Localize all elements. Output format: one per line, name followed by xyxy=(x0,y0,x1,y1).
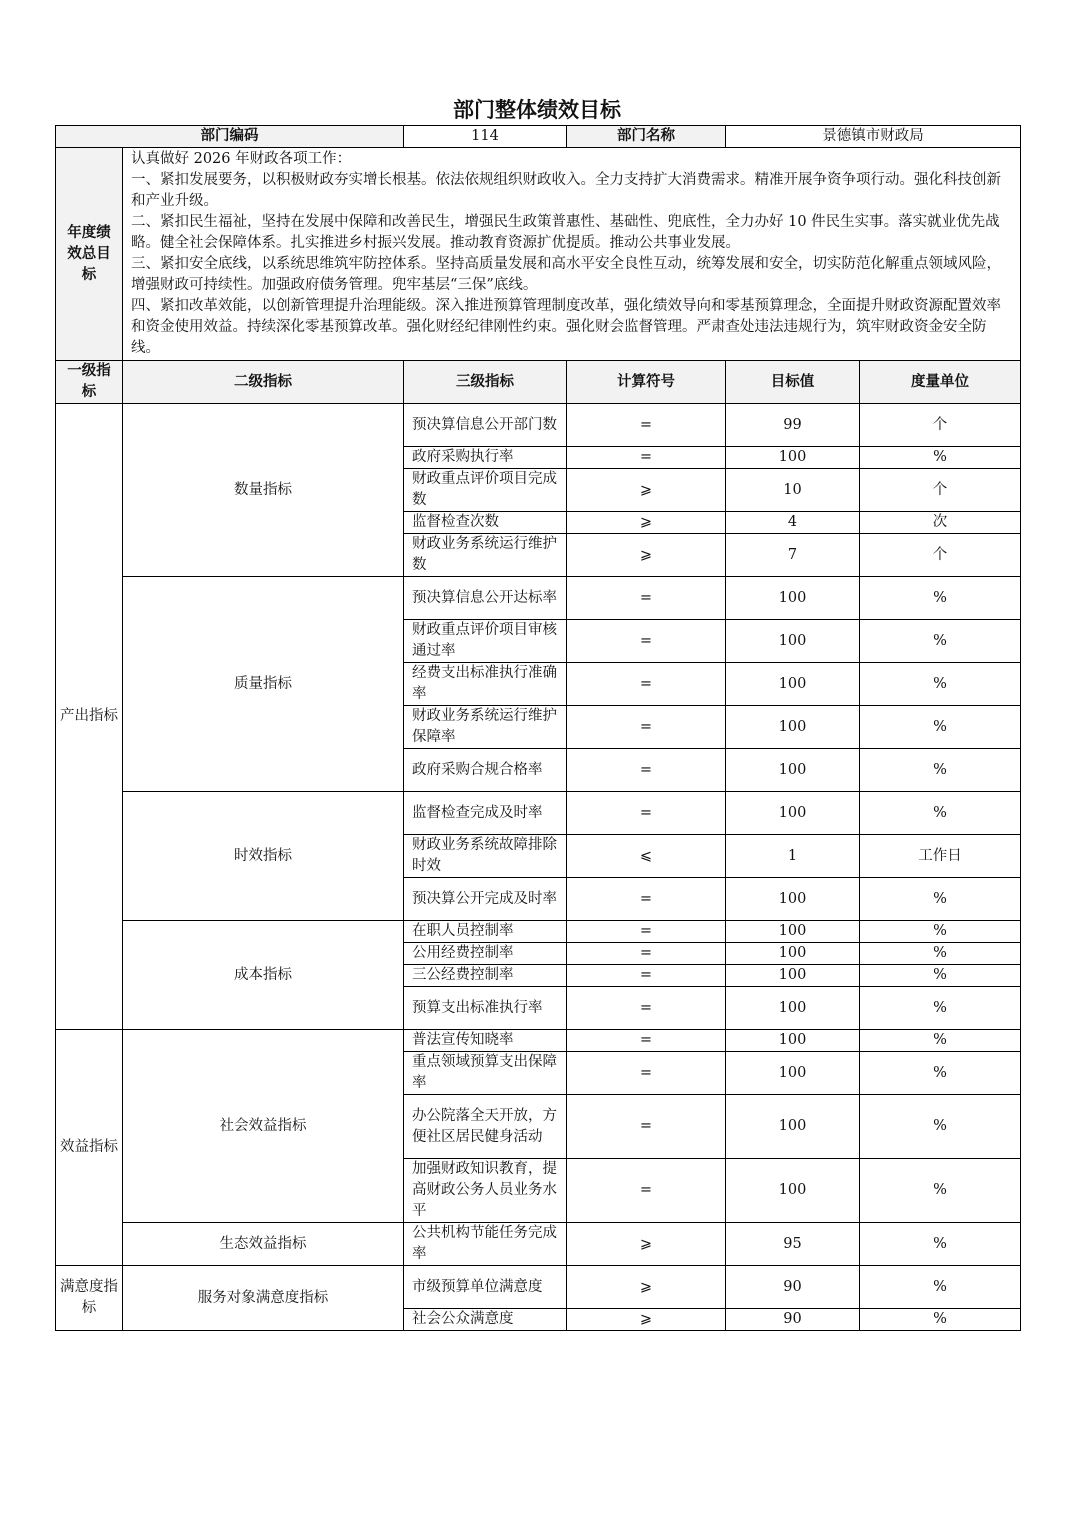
target-cell: 100 xyxy=(726,663,860,706)
level3-cell: 财政重点评价项目审核通过率 xyxy=(404,620,567,663)
unit-cell: % xyxy=(860,620,1021,663)
symbol-cell: ⩾ xyxy=(567,512,726,534)
unit-cell: 个 xyxy=(860,534,1021,577)
level2-cell: 生态效益指标 xyxy=(123,1223,404,1266)
level3-cell: 财政重点评价项目完成数 xyxy=(404,469,567,512)
annual-goal-line: 认真做好 2026 年财政各项工作： xyxy=(131,151,352,167)
level2-cell: 社会效益指标 xyxy=(123,1030,404,1223)
symbol-cell: = xyxy=(567,792,726,835)
symbol-cell: = xyxy=(567,749,726,792)
target-cell: 4 xyxy=(726,512,860,534)
level1-cell: 效益指标 xyxy=(56,1030,123,1266)
target-cell: 100 xyxy=(726,1052,860,1095)
target-cell: 100 xyxy=(726,620,860,663)
annual-goal-line: 二、紧扣民生福祉，坚持在发展中保障和改善民生，增强民生政策普惠性、基础性、兜底性，全力办好 10 件民生实事。落实就业优先战略。健全社会保障体系。扎实推进乡村振兴发展。推动教育资源扩优提质。推动公共事业发展。 xyxy=(131,214,1000,251)
level2-cell: 时效指标 xyxy=(123,792,404,921)
symbol-cell: = xyxy=(567,921,726,943)
header-level3: 三级指标 xyxy=(404,361,567,404)
symbol-cell: ⩾ xyxy=(567,534,726,577)
level3-cell: 经费支出标准执行准确率 xyxy=(404,663,567,706)
unit-cell: 工作日 xyxy=(860,835,1021,878)
level3-cell: 预决算信息公开部门数 xyxy=(404,404,567,447)
symbol-cell: = xyxy=(567,404,726,447)
annual-goal-line: 一、紧扣发展要务，以积极财政夯实增长根基。依法依规组织财政收入。全力支持扩大消费需求。精准开展争资争项行动。强化科技创新和产业升级。 xyxy=(131,172,1001,209)
level1-cell: 满意度指标 xyxy=(56,1266,123,1331)
symbol-cell: = xyxy=(567,943,726,965)
unit-cell: 个 xyxy=(860,469,1021,512)
header-row xyxy=(56,361,1021,404)
target-cell: 100 xyxy=(726,943,860,965)
unit-cell: 个 xyxy=(860,404,1021,447)
level3-cell: 预算支出标准执行率 xyxy=(404,987,567,1030)
symbol-cell: ⩽ xyxy=(567,835,726,878)
page-title: 部门整体绩效目标 xyxy=(453,98,621,122)
level3-cell: 加强财政知识教育，提高财政公务人员业务水平 xyxy=(404,1159,567,1223)
target-cell: 1 xyxy=(726,835,860,878)
target-cell: 100 xyxy=(726,447,860,469)
unit-cell: % xyxy=(860,1095,1021,1159)
symbol-cell: = xyxy=(567,620,726,663)
level3-cell: 政府采购执行率 xyxy=(404,447,567,469)
target-cell: 100 xyxy=(726,1159,860,1223)
header-target: 目标值 xyxy=(726,361,860,404)
dept-code-value: 114 xyxy=(404,126,567,148)
unit-cell: % xyxy=(860,965,1021,987)
unit-cell: % xyxy=(860,706,1021,749)
symbol-cell: = xyxy=(567,1159,726,1223)
target-cell: 90 xyxy=(726,1309,860,1331)
level2-cell: 数量指标 xyxy=(123,404,404,577)
symbol-cell: = xyxy=(567,878,726,921)
target-cell: 100 xyxy=(726,577,860,620)
level3-cell: 财政业务系统运行维护保障率 xyxy=(404,706,567,749)
table-body xyxy=(56,126,1021,1331)
dept-name-value: 景德镇市财政局 xyxy=(726,126,1021,148)
annual-goal-label: 年度绩效总目标 xyxy=(56,148,123,361)
table-row xyxy=(56,1030,1021,1052)
unit-cell: % xyxy=(860,447,1021,469)
unit-cell: 次 xyxy=(860,512,1021,534)
target-cell: 100 xyxy=(726,965,860,987)
table-row xyxy=(56,921,1021,943)
table-row xyxy=(56,577,1021,620)
symbol-cell: = xyxy=(567,663,726,706)
symbol-cell: = xyxy=(567,577,726,620)
level3-cell: 公用经费控制率 xyxy=(404,943,567,965)
unit-cell: % xyxy=(860,878,1021,921)
unit-cell: % xyxy=(860,792,1021,835)
level3-cell: 财政业务系统运行维护数 xyxy=(404,534,567,577)
level2-cell: 服务对象满意度指标 xyxy=(123,1266,404,1331)
level3-cell: 在职人员控制率 xyxy=(404,921,567,943)
table-row xyxy=(56,792,1021,835)
table-row xyxy=(56,1266,1021,1309)
target-cell: 100 xyxy=(726,1095,860,1159)
annual-goal-line: 三、紧扣安全底线，以系统思维筑牢防控体系。坚持高质量发展和高水平安全良性互动，统筹发展和安全，切实防范化解重点领域风险，增强财政可持续性。加强政府债务管理。兜牢基层“三保”底线。 xyxy=(131,256,1001,293)
target-cell: 100 xyxy=(726,706,860,749)
unit-cell: % xyxy=(860,749,1021,792)
target-cell: 100 xyxy=(726,987,860,1030)
symbol-cell: = xyxy=(567,1030,726,1052)
unit-cell: % xyxy=(860,663,1021,706)
target-cell: 90 xyxy=(726,1266,860,1309)
level3-cell: 政府采购合规合格率 xyxy=(404,749,567,792)
symbol-cell: ⩾ xyxy=(567,1223,726,1266)
level3-cell: 公共机构节能任务完成率 xyxy=(404,1223,567,1266)
symbol-cell: = xyxy=(567,1052,726,1095)
target-cell: 7 xyxy=(726,534,860,577)
level3-cell: 监督检查完成及时率 xyxy=(404,792,567,835)
symbol-cell: ⩾ xyxy=(567,469,726,512)
level3-cell: 重点领域预算支出保障率 xyxy=(404,1052,567,1095)
target-cell: 99 xyxy=(726,404,860,447)
symbol-cell: ⩾ xyxy=(567,1266,726,1309)
level3-cell: 市级预算单位满意度 xyxy=(404,1266,567,1309)
unit-cell: % xyxy=(860,1223,1021,1266)
header-unit: 度量单位 xyxy=(860,361,1021,404)
unit-cell: % xyxy=(860,577,1021,620)
symbol-cell: = xyxy=(567,706,726,749)
dept-name-label: 部门名称 xyxy=(567,126,726,148)
level1-cell: 产出指标 xyxy=(56,404,123,1030)
unit-cell: % xyxy=(860,1159,1021,1223)
symbol-cell: ⩾ xyxy=(567,1309,726,1331)
unit-cell: % xyxy=(860,921,1021,943)
level3-cell: 财政业务系统故障排除时效 xyxy=(404,835,567,878)
unit-cell: % xyxy=(860,1030,1021,1052)
unit-cell: % xyxy=(860,943,1021,965)
target-cell: 100 xyxy=(726,878,860,921)
level3-cell: 预决算信息公开达标率 xyxy=(404,577,567,620)
target-cell: 10 xyxy=(726,469,860,512)
level2-cell: 成本指标 xyxy=(123,921,404,1030)
level3-cell: 监督检查次数 xyxy=(404,512,567,534)
table-row xyxy=(56,1223,1021,1266)
target-cell: 100 xyxy=(726,749,860,792)
symbol-cell: = xyxy=(567,447,726,469)
level3-cell: 办公院落全天开放，方便社区居民健身活动 xyxy=(404,1095,567,1159)
level3-cell: 预决算公开完成及时率 xyxy=(404,878,567,921)
annual-goal-text xyxy=(123,148,1021,361)
table-row xyxy=(56,404,1021,447)
annual-goal-row xyxy=(56,148,1021,361)
annual-goal-line: 四、紧扣改革效能，以创新管理提升治理能级。深入推进预算管理制度改革，强化绩效导向和零基预算理念，全面提升财政资源配置效率和资金使用效益。持续深化零基预算改革。强化财经纪律刚性约束。强化财会监督管理。严肃查处违法违规行为，筑牢财政资金安全防线。 xyxy=(131,298,1001,356)
dept-code-label: 部门编码 xyxy=(56,126,404,148)
level3-cell: 普法宣传知晓率 xyxy=(404,1030,567,1052)
unit-cell: % xyxy=(860,1309,1021,1331)
target-cell: 100 xyxy=(726,921,860,943)
unit-cell: % xyxy=(860,1052,1021,1095)
dept-row xyxy=(56,126,1021,148)
header-level2: 二级指标 xyxy=(123,361,404,404)
header-symbol: 计算符号 xyxy=(567,361,726,404)
performance-table xyxy=(55,125,1021,1331)
level3-cell: 社会公众满意度 xyxy=(404,1309,567,1331)
header-level1: 一级指标 xyxy=(56,361,123,404)
target-cell: 100 xyxy=(726,792,860,835)
target-cell: 95 xyxy=(726,1223,860,1266)
symbol-cell: = xyxy=(567,965,726,987)
level3-cell: 三公经费控制率 xyxy=(404,965,567,987)
unit-cell: % xyxy=(860,1266,1021,1309)
symbol-cell: = xyxy=(567,987,726,1030)
level2-cell: 质量指标 xyxy=(123,577,404,792)
unit-cell: % xyxy=(860,987,1021,1030)
target-cell: 100 xyxy=(726,1030,860,1052)
symbol-cell: = xyxy=(567,1095,726,1159)
